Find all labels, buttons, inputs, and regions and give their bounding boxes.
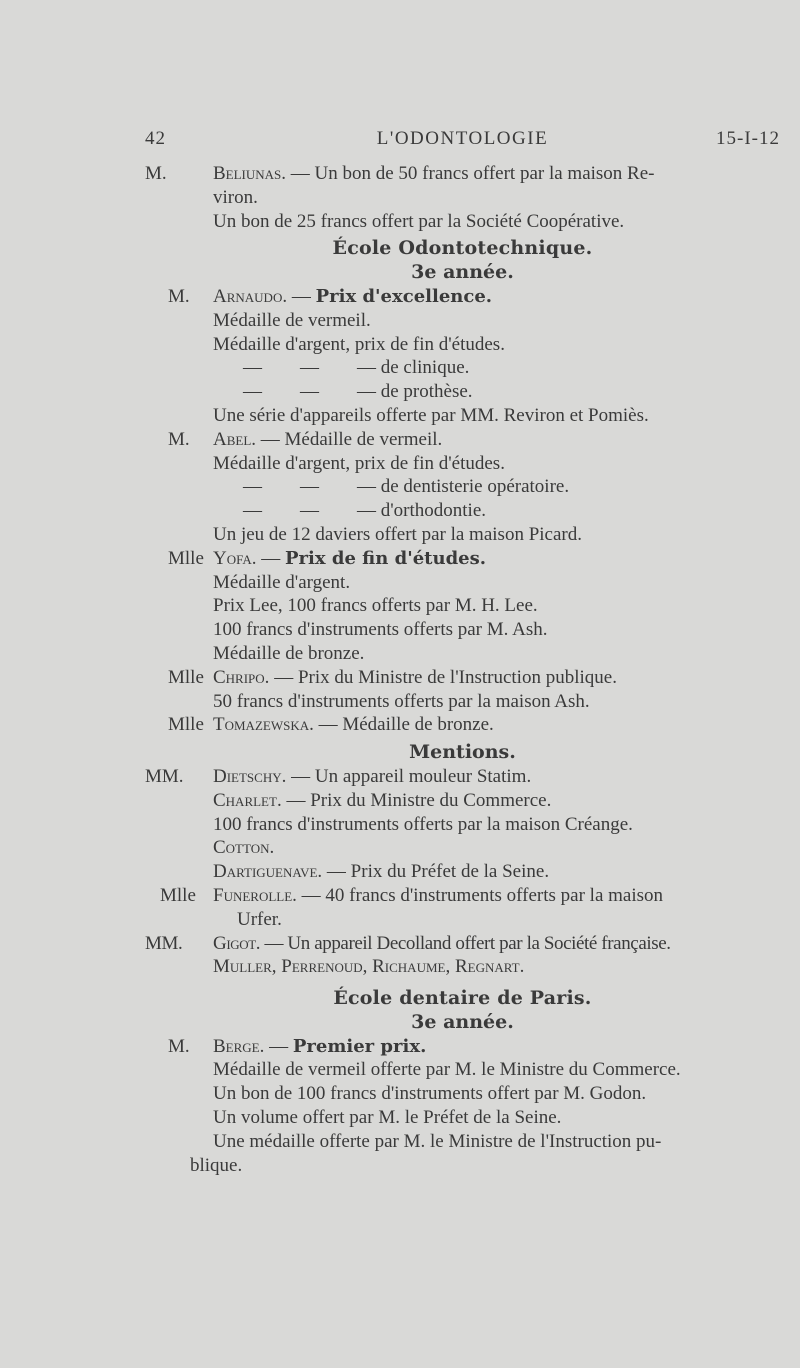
- text-line: [145, 547, 780, 571]
- award-text: — Un bon de 50 francs offert par la maison Re-: [286, 163, 655, 184]
- section-subheading: 3e année.: [411, 261, 514, 284]
- body-text: [145, 162, 780, 1177]
- text-line: [145, 285, 780, 309]
- text-line: [145, 713, 780, 737]
- running-header: [145, 128, 780, 158]
- section-heading: École dentaire de Paris.: [333, 987, 592, 1010]
- text-line: — — — de prothèse.: [243, 381, 473, 403]
- text-line: Un bon de 100 francs d'instruments offert par M. Godon.: [213, 1083, 647, 1105]
- text-line: [145, 884, 780, 908]
- person-names: Muller, Perrenoud, Richaume, Regnart.: [213, 956, 525, 978]
- text-line: — — — d'orthodontie.: [243, 500, 487, 522]
- title-prefix: Mlle: [168, 666, 204, 688]
- text-line: Médaille de vermeil offerte par M. le Ministre du Commerce.: [213, 1059, 681, 1081]
- text-line: — — — de dentisterie opératoire.: [243, 476, 570, 498]
- dash: —: [264, 1035, 293, 1057]
- text-line: Médaille de vermeil.: [213, 309, 371, 331]
- dash: —: [287, 285, 316, 307]
- text-line: Un volume offert par M. le Préfet de la Seine.: [213, 1107, 562, 1129]
- person-name: Charlet.: [213, 789, 282, 811]
- person-name: Yofa.: [213, 547, 257, 569]
- text-line: Médaille d'argent.: [213, 571, 351, 593]
- issue-date: 15-I-12: [716, 128, 780, 149]
- prize-name: Prix d'excellence.: [315, 285, 493, 307]
- text-line: [145, 666, 780, 690]
- title-prefix: M.: [168, 1035, 190, 1057]
- text-line: Une médaille offerte par M. le Ministre de l'Instruction pu-: [213, 1130, 662, 1152]
- title-prefix: Mlle: [168, 714, 204, 736]
- text-line: Médaille d'argent, prix de fin d'études.: [213, 452, 505, 474]
- journal-title: L'ODONTOLOGIE: [376, 128, 549, 149]
- text-line: [145, 932, 780, 956]
- text-line: Un jeu de 12 daviers offert par la maison Picard.: [213, 523, 582, 545]
- text-line: [145, 789, 780, 813]
- award-text: — Prix du Ministre de l'Instruction publique.: [269, 666, 617, 688]
- page-number: 42: [145, 128, 166, 149]
- person-name: Beliunas.: [213, 163, 287, 184]
- person-name: Berge.: [213, 1035, 265, 1057]
- award-text: — Un appareil Decolland offert par la Société française.: [260, 932, 671, 954]
- title-prefix: Mlle: [160, 884, 196, 906]
- award-text: — 40 francs d'instruments offerts par la maison: [296, 884, 664, 906]
- person-name: Gigot.: [213, 932, 261, 954]
- section-subheading: 3e année.: [411, 1010, 514, 1033]
- text-line: Un bon de 25 francs offert par la Société Coopérative.: [213, 210, 625, 232]
- award-text: — Prix du Ministre du Commerce.: [281, 789, 552, 811]
- prize-name: Premier prix.: [292, 1035, 427, 1057]
- text-line: [145, 765, 780, 789]
- section-heading: École Odontotechnique.: [332, 237, 593, 260]
- title-prefix: M.: [168, 285, 190, 307]
- person-name: Cotton.: [213, 837, 275, 859]
- text-line: Urfer.: [237, 908, 282, 930]
- award-text: — Médaille de vermeil.: [256, 428, 443, 450]
- section-heading: Mentions.: [409, 741, 516, 764]
- text-line: 100 francs d'instruments offerts par la maison Créange.: [213, 813, 633, 835]
- person-name: Dartiguenave.: [213, 861, 323, 883]
- person-name: Dietschy.: [213, 765, 287, 787]
- award-text: — Médaille de bronze.: [313, 714, 494, 736]
- person-name: Funerolle.: [213, 884, 297, 906]
- text-line: Prix Lee, 100 francs offerts par M. H. Lee.: [213, 595, 538, 617]
- text-line: Une série d'appareils offerte par MM. Reviron et Pomiès.: [213, 404, 649, 426]
- person-name: Chripo.: [213, 666, 270, 688]
- text-line: 100 francs d'instruments offerts par M. Ash.: [213, 619, 548, 641]
- title-prefix: MM.: [145, 765, 184, 787]
- award-text: — Un appareil mouleur Statim.: [286, 765, 532, 787]
- text-line: Médaille d'argent, prix de fin d'études.: [213, 333, 505, 355]
- text-line: [145, 1035, 780, 1059]
- text-line: blique.: [190, 1154, 243, 1176]
- text-line: viron.: [213, 186, 258, 208]
- text-line: Médaille de bronze.: [213, 642, 365, 664]
- text-line: — — — de clinique.: [243, 357, 470, 379]
- person-name: Tomazewska.: [213, 714, 314, 736]
- title-prefix: MM.: [145, 932, 183, 954]
- prize-name: Prix de fin d'études.: [285, 547, 487, 569]
- text-line: 50 francs d'instruments offerts par la maison Ash.: [213, 690, 590, 712]
- title-prefix: M.: [145, 163, 167, 184]
- award-text: — Prix du Préfet de la Seine.: [322, 861, 550, 883]
- person-name: Arnaudo.: [213, 285, 288, 307]
- text-line: [145, 162, 780, 186]
- person-name: Abel.: [213, 428, 257, 450]
- dash: —: [256, 547, 286, 569]
- text-line: [145, 428, 780, 452]
- text-line: [145, 860, 780, 884]
- title-prefix: Mlle: [168, 547, 204, 569]
- title-prefix: M.: [168, 428, 190, 450]
